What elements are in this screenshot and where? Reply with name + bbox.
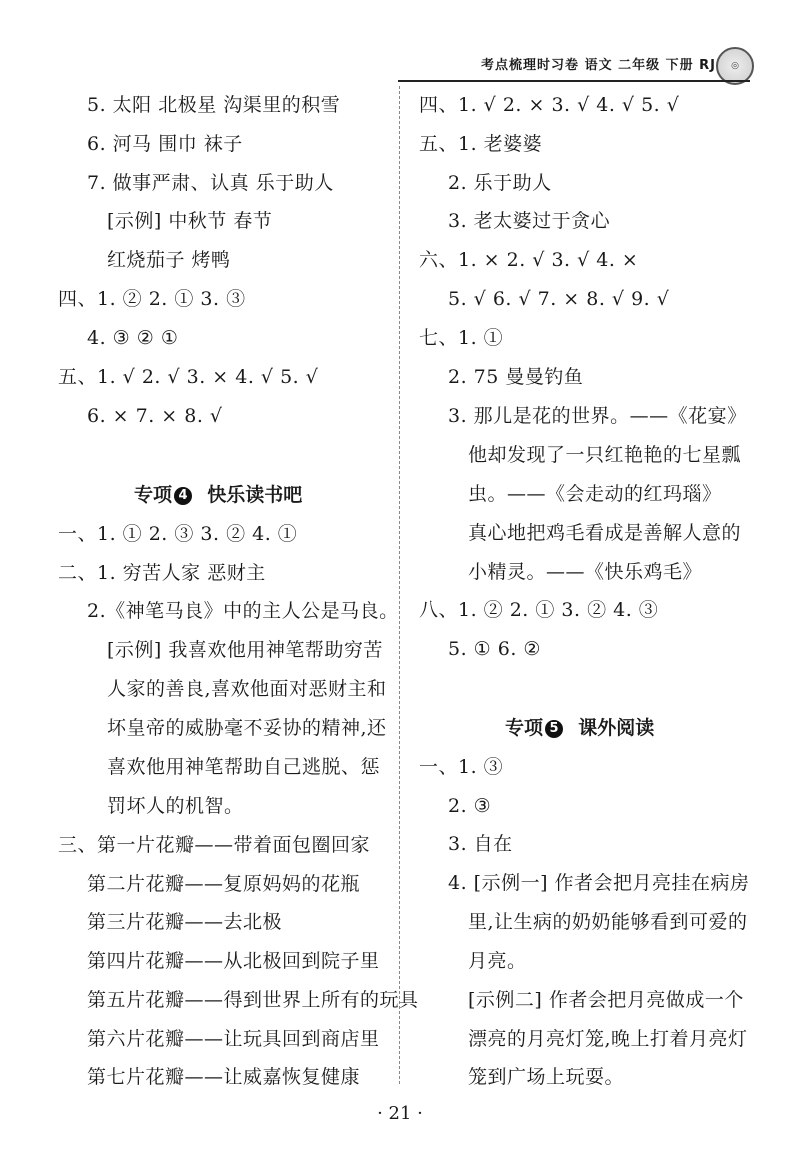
section-name: 快乐读书吧 (207, 484, 303, 506)
answer-line: 6. × 7. × 8. √ (87, 405, 223, 427)
answer-line: 里,让生病的奶奶能够看到可爱的 (468, 911, 748, 933)
answer-line: 5. 太阳 北极星 沟渠里的积雪 (87, 94, 341, 116)
section-4-title (134, 482, 302, 508)
answer-line: 漂亮的月亮灯笼,晚上打着月亮灯 (468, 1028, 748, 1050)
logo-emblem-icon: ◎ (716, 47, 754, 85)
answer-line: 二、1. 穷苦人家 恶财主 (58, 562, 266, 584)
section-label: 专项 (134, 484, 173, 506)
answer-line: 2. 乐于助人 (448, 172, 552, 194)
answer-line: 罚坏人的机智。 (107, 795, 244, 817)
answer-line: 笼到广场上玩耍。 (468, 1066, 625, 1088)
section-number-badge: 5 (545, 720, 563, 738)
answer-line: 五、1. √ 2. √ 3. × 4. √ 5. √ (58, 366, 319, 388)
section-label: 专项 (505, 717, 544, 739)
header-rule (398, 80, 750, 82)
column-divider (399, 86, 400, 1084)
header-title: 考点梳理时习卷 语文 二年级 下册 RJ (481, 58, 716, 73)
answer-line: 第二片花瓣——复原妈妈的花瓶 (87, 873, 361, 895)
page-number: · 21 · (377, 1103, 423, 1124)
answer-line: 虫。——《会走动的红玛瑙》 (468, 483, 722, 505)
answer-line: 小精灵。——《快乐鸡毛》 (468, 561, 703, 583)
section-number-badge: 4 (174, 487, 192, 505)
answer-line: 7. 做事严肃、认真 乐于助人 (87, 172, 334, 194)
answer-line: 月亮。 (468, 950, 527, 972)
answer-line: 第六片花瓣——让玩具回到商店里 (87, 1028, 380, 1050)
answer-line: 坏皇帝的威胁毫不妥协的精神,还 (107, 717, 387, 739)
answer-line: 6. 河马 围巾 袜子 (87, 133, 243, 155)
section-name: 课外阅读 (578, 717, 655, 739)
answer-line: 一、1. ③ (419, 756, 504, 778)
answer-line: 四、1. ② 2. ① 3. ③ (58, 288, 246, 310)
answer-line: 2.《神笔马良》中的主人公是马良。 (87, 600, 399, 622)
answer-line: 2. ③ (448, 795, 492, 817)
answer-line: 七、1. ① (419, 327, 504, 349)
answer-line: 三、第一片花瓣——带着面包圈回家 (58, 834, 371, 856)
answer-line: 第五片花瓣——得到世界上所有的玩具 (87, 989, 419, 1011)
answer-line: 五、1. 老婆婆 (419, 133, 543, 155)
answer-line: 第四片花瓣——从北极回到院子里 (87, 950, 380, 972)
answer-line: 人家的善良,喜欢他面对恶财主和 (107, 678, 387, 700)
page-header (0, 0, 800, 92)
answer-line: 4. ③ ② ① (87, 327, 179, 349)
answer-line: 4. [示例一] 作者会把月亮挂在病房 (448, 872, 750, 894)
answer-line: 3. 那儿是花的世界。——《花宴》 (448, 405, 747, 427)
answer-line: 第七片花瓣——让威嘉恢复健康 (87, 1066, 361, 1088)
answer-line: 3. 老太婆过于贪心 (448, 210, 611, 232)
answer-line: 六、1. × 2. √ 3. √ 4. × (419, 249, 639, 271)
answer-line: 真心地把鸡毛看成是善解人意的 (468, 522, 742, 544)
answer-line: 3. 自在 (448, 833, 513, 855)
answer-line: [示例] 中秋节 春节 (107, 210, 273, 232)
answer-line: 八、1. ② 2. ① 3. ② 4. ③ (419, 599, 659, 621)
answer-line: 红烧茄子 烤鸭 (107, 249, 231, 271)
answer-line: 一、1. ① 2. ③ 3. ② 4. ① (58, 523, 298, 545)
answer-line: 四、1. √ 2. × 3. √ 4. √ 5. √ (419, 94, 680, 116)
answer-line: [示例] 我喜欢他用神笔帮助穷苦 (107, 639, 383, 661)
answer-line: 第三片花瓣——去北极 (87, 911, 283, 933)
answer-line: 他却发现了一只红艳艳的七星瓢 (468, 444, 742, 466)
answer-line: [示例二] 作者会把月亮做成一个 (468, 989, 744, 1011)
answer-line: 喜欢他用神笔帮助自己逃脱、惩 (107, 756, 381, 778)
section-5-title (505, 715, 654, 741)
answer-line: 5. √ 6. √ 7. × 8. √ 9. √ (448, 288, 670, 310)
answer-line: 5. ① 6. ② (448, 638, 541, 660)
answer-line: 2. 75 曼曼钓鱼 (448, 366, 584, 388)
